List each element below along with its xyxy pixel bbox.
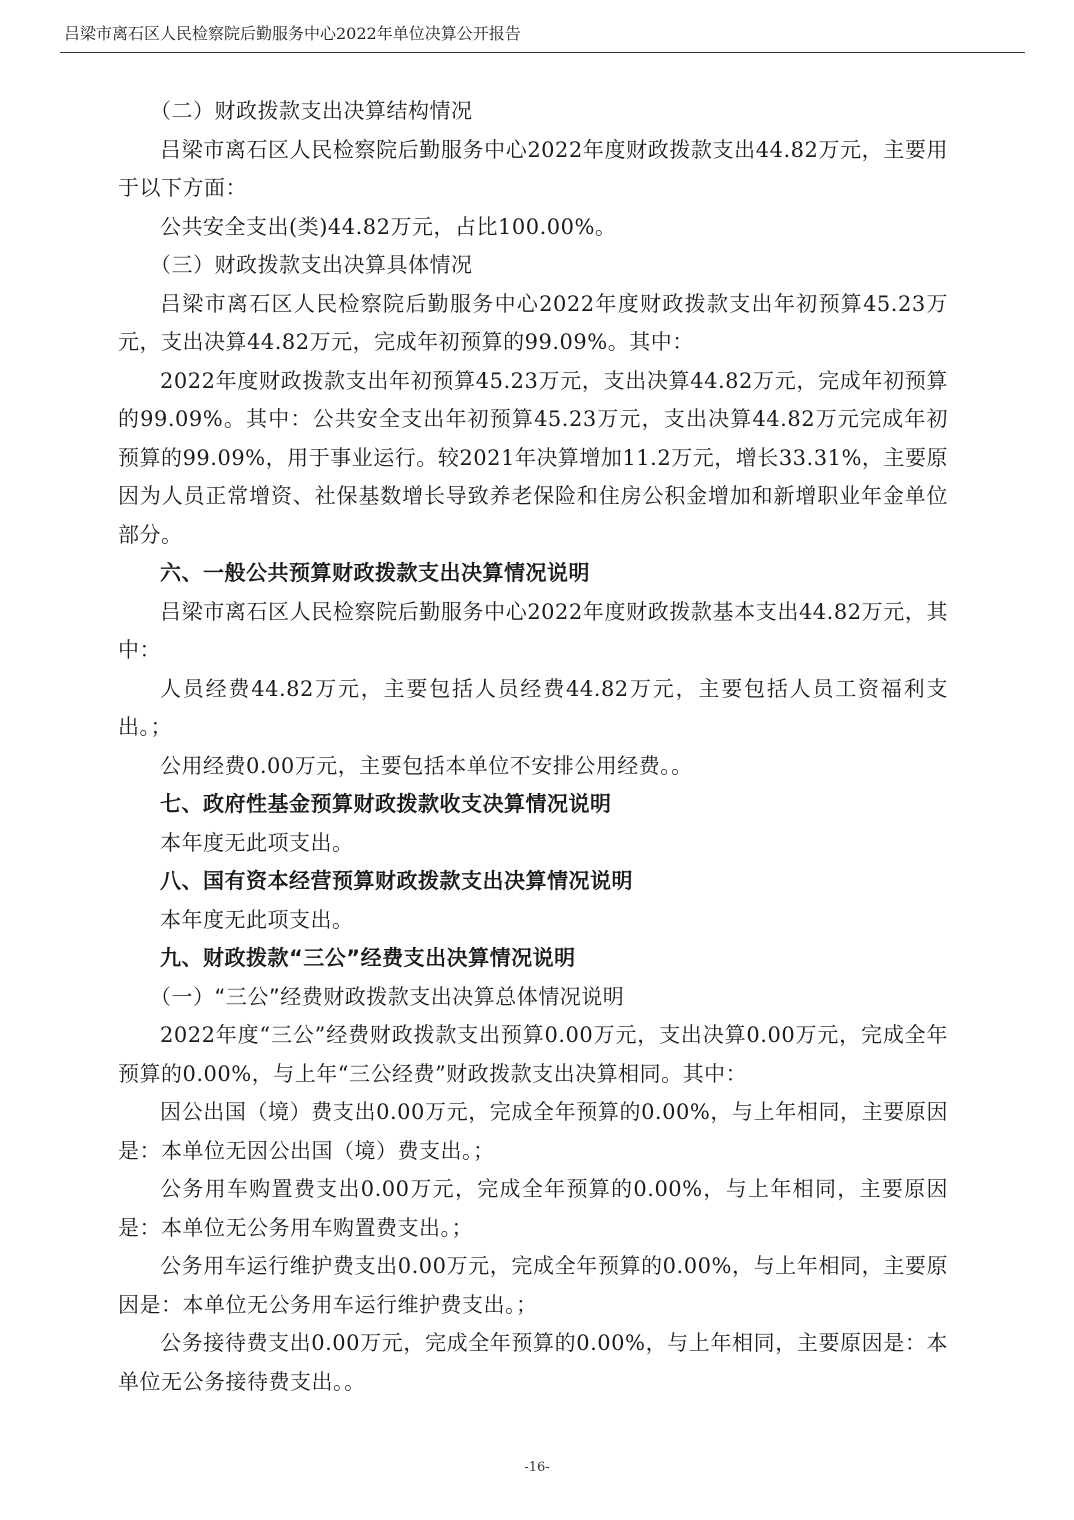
page-header-title: 吕梁市离石区人民检察院后勤服务中心2022年单位决算公开报告 [64, 24, 521, 43]
section-heading-7: 七、政府性基金预算财政拨款收支决算情况说明 [160, 792, 612, 816]
subheading-details: （三）财政拨款支出决算具体情况 [150, 253, 473, 277]
section-heading-6: 六、一般公共预算财政拨款支出决算情况说明 [160, 561, 590, 585]
paragraph: 公务用车购置费支出0.00万元，完成全年预算的0.00%，与上年相同，主要原因是：本单位无公务用车购置费支出。； [118, 1177, 948, 1240]
section-heading-9: 九、财政拨款“三公”经费支出决算情况说明 [160, 946, 576, 970]
paragraph: 本年度无此项支出。 [160, 907, 354, 932]
paragraph: 2022年度财政拨款支出年初预算45.23万元，支出决算44.82万元，完成年初预算的99.09%。其中：公共安全支出年初预算45.23万元，支出决算44.82万元完成年初预算的99.09%，用于事业运行。较2021年决算增加11.2万元，增长33.31%，主要原因为人员正常增资、社保基数增长导致养老保险和住房公积金增加和新增职业年金单位部分。 [118, 368, 948, 547]
paragraph: 2022年度“三公”经费财政拨款支出预算0.00万元，支出决算0.00万元，完成全年预算的0.00%，与上年“三公经费”财政拨款支出决算相同。其中： [118, 1023, 948, 1086]
paragraph: 吕梁市离石区人民检察院后勤服务中心2022年度财政拨款支出44.82万元，主要用于以下方面： [118, 137, 948, 200]
header-divider [60, 52, 1025, 53]
paragraph: 公共安全支出(类)44.82万元，占比100.00%。 [160, 214, 617, 239]
subheading-three-public-overview: （一）“三公”经费财政拨款支出决算总体情况说明 [150, 984, 625, 1009]
paragraph: 吕梁市离石区人民检察院后勤服务中心2022年度财政拨款基本支出44.82万元，其中： [118, 599, 948, 662]
paragraph: 人员经费44.82万元，主要包括人员经费44.82万元，主要包括人员工资福利支出。； [118, 676, 948, 739]
paragraph: 公务用车运行维护费支出0.00万元，完成全年预算的0.00%，与上年相同，主要原因是：本单位无公务用车运行维护费支出。； [118, 1254, 948, 1317]
paragraph: 吕梁市离石区人民检察院后勤服务中心2022年度财政拨款支出年初预算45.23万元，支出决算44.82万元，完成年初预算的99.09%。其中： [118, 291, 948, 354]
paragraph: 因公出国（境）费支出0.00万元，完成全年预算的0.00%，与上年相同，主要原因是：本单位无因公出国（境）费支出。； [118, 1100, 948, 1163]
section-heading-8: 八、国有资本经营预算财政拨款支出决算情况说明 [160, 869, 633, 893]
paragraph: 本年度无此项支出。 [160, 830, 354, 855]
paragraph: 公用经费0.00万元，主要包括本单位不安排公用经费。。 [160, 753, 693, 778]
page-number: -16- [524, 1460, 550, 1475]
paragraph: 公务接待费支出0.00万元，完成全年预算的0.00%，与上年相同，主要原因是：本单位无公务接待费支出。。 [118, 1331, 948, 1394]
document-body [118, 92, 948, 1401]
subheading-structure: （二）财政拨款支出决算结构情况 [150, 99, 473, 123]
